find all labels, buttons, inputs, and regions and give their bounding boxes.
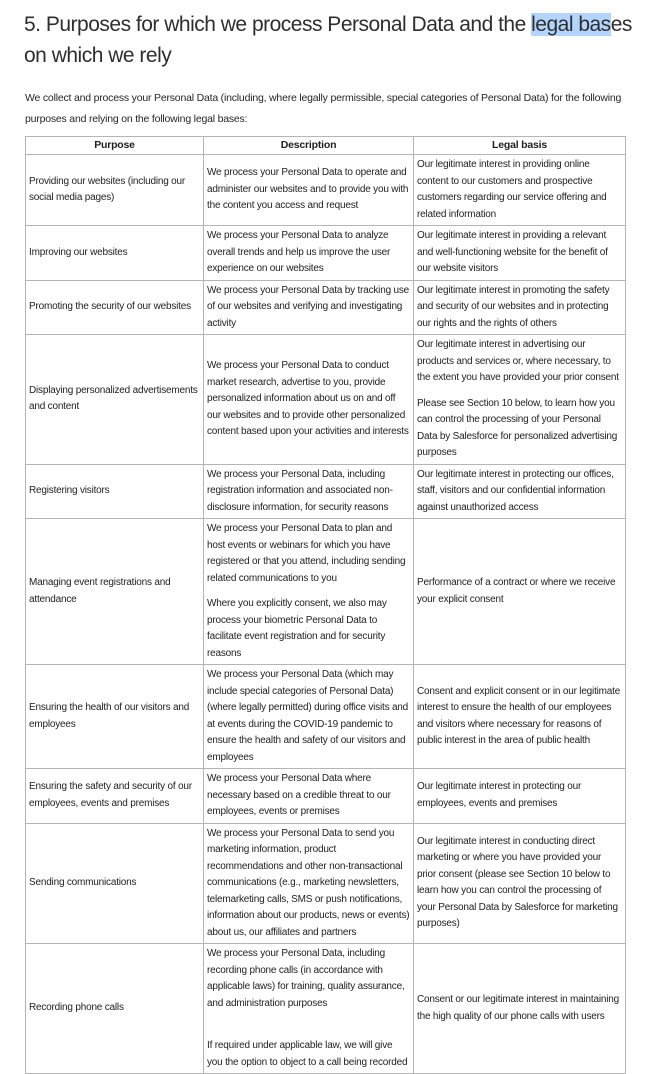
cell-purpose: Promoting the security of our websites xyxy=(26,280,204,335)
description-paragraph: We process your Personal Data (which may include special categories of Personal Data) (where legally permitted) during office visits and at events during the COVID-19 pandemic to ensure the health and safety of our visitors and employees xyxy=(207,669,409,763)
cell-legal-basis xyxy=(414,464,626,519)
description-paragraph: We process your Personal Data to operate and administer our websites and to provide you with the content you access and request xyxy=(207,167,409,212)
cell-purpose: Ensuring the health of our visitors and employees xyxy=(26,665,204,769)
heading-text-pre: 5. Purposes for which we process Personal Data and the xyxy=(24,13,532,36)
description-paragraph: We process your Personal Data to send you marketing information, product recommendations and other non-transactional communications (e.g., marketing newsletters, telemarketing calls, SMS or push notifications, information about our products, news or events) about us, our affiliates and partners xyxy=(207,827,410,938)
cell-purpose: Sending communications xyxy=(26,823,204,944)
table-row xyxy=(26,769,626,824)
legal-basis-paragraph: Our legitimate interest in providing online content to our customers and prospective customers regarding our service offering and related information xyxy=(417,159,607,220)
description-paragraph: We process your Personal Data, including registration information and associated non-disclosure information, for security reasons xyxy=(207,468,393,513)
legal-basis-paragraph: Our legitimate interest in protecting our offices, staff, visitors and our confidential information against unauthorized access xyxy=(417,468,614,513)
table-row xyxy=(26,519,626,665)
cell-description xyxy=(204,280,414,335)
description-paragraph: We process your Personal Data by tracking use of our websites and verifying and investigating activity xyxy=(207,284,410,329)
intro-paragraph: We collect and process your Personal Data (including, where legally permissible, special categories of Personal Data) for the following purposes and relying on the following legal bases: xyxy=(25,92,622,125)
purposes-legal-bases-table xyxy=(25,136,626,1074)
column-header-description: Description xyxy=(204,137,414,155)
description-paragraph: We process your Personal Data where necessary based on a credible threat to our employees, events or premises xyxy=(207,773,391,817)
cell-purpose: Improving our websites xyxy=(26,226,204,281)
cell-legal-basis xyxy=(414,665,626,769)
legal-basis-paragraph: Our legitimate interest in protecting our employees, events and premises xyxy=(417,781,582,809)
description-paragraph: We process your Personal Data to analyze overall trends and help us improve the user experience on our websites xyxy=(207,230,391,274)
cell-description xyxy=(204,769,414,824)
legal-basis-paragraph: Our legitimate interest in advertising our products and services or, where necessary, to the extent you have provided your prior consent xyxy=(417,339,619,383)
cell-description xyxy=(204,335,414,465)
cell-description xyxy=(204,665,414,769)
section-heading xyxy=(24,9,639,71)
cell-legal-basis xyxy=(414,944,626,1074)
cell-purpose: Providing our websites (including our social media pages) xyxy=(26,155,204,226)
cell-description xyxy=(204,464,414,519)
table-row xyxy=(26,280,626,335)
cell-purpose: Ensuring the safety and security of our employees, events and premises xyxy=(26,769,204,824)
description-paragraph: Where you explicitly consent, we also may process your biometric Personal Data to facilitate event registration and for security reasons xyxy=(207,598,387,659)
description-paragraph: If required under applicable law, we will give you the option to object to a call being recorded xyxy=(207,1040,408,1068)
legal-basis-paragraph: Performance of a contract or where we receive your explicit consent xyxy=(417,577,616,605)
privacy-policy-section xyxy=(0,9,650,1074)
cell-legal-basis xyxy=(414,155,626,226)
table-row xyxy=(26,335,626,465)
cell-legal-basis xyxy=(414,519,626,665)
cell-legal-basis xyxy=(414,226,626,281)
table-row xyxy=(26,155,626,226)
cell-purpose: Managing event registrations and attendance xyxy=(26,519,204,665)
cell-description xyxy=(204,823,414,944)
legal-basis-paragraph: Our legitimate interest in conducting direct marketing or where you have provided your prior consent (please see Section 10 below to learn how you can control the processing of your Personal Data by Salesforce for marketing purposes) xyxy=(417,835,618,930)
table-row xyxy=(26,665,626,769)
description-paragraph: We process your Personal Data to conduct market research, advertise to you, provide personalized information about us on and off our websites and to provide other personalized content based upon your activities and interests xyxy=(207,360,409,437)
legal-basis-paragraph: Consent or our legitimate interest in maintaining the high quality of our phone calls with users xyxy=(417,994,619,1022)
legal-basis-paragraph: Consent and explicit consent or in our legitimate interest to ensure the health of our employees and visitors where necessary for reasons of public interest in the area of public health xyxy=(417,685,621,746)
description-paragraph: We process your Personal Data, including recording phone calls (in accordance with applicable laws) for training, quality assurance, and administration purposes xyxy=(207,948,405,1009)
cell-purpose: Registering visitors xyxy=(26,464,204,519)
legal-basis-paragraph: Our legitimate interest in providing a relevant and well-functioning website for the benefit of our website visitors xyxy=(417,230,608,274)
cell-legal-basis xyxy=(414,335,626,465)
table-row xyxy=(26,944,626,1074)
cell-legal-basis xyxy=(414,769,626,824)
column-header-legal-basis: Legal basis xyxy=(414,137,626,155)
cell-description xyxy=(204,155,414,226)
cell-legal-basis xyxy=(414,280,626,335)
description-paragraph: We process your Personal Data to plan and host events or webinars for which you have registered or that you attend, including sending related communications to you xyxy=(207,523,406,584)
table-row xyxy=(26,823,626,944)
heading-text-post: es on which we rely xyxy=(24,13,632,67)
cell-legal-basis xyxy=(414,823,626,944)
table-row xyxy=(26,464,626,519)
cell-description xyxy=(204,226,414,281)
cell-purpose: Displaying personalized advertisements and content xyxy=(26,335,204,465)
cell-description xyxy=(204,519,414,665)
table-row xyxy=(26,226,626,281)
table-header-row xyxy=(26,137,626,155)
legal-basis-paragraph: Please see Section 10 below, to learn how you can control the processing of your Personal Data by Salesforce for personalized advertising purposes xyxy=(417,397,618,458)
legal-basis-paragraph: Our legitimate interest in promoting the safety and security of our websites and in protecting our rights and the rights of others xyxy=(417,284,610,329)
cell-description xyxy=(204,944,414,1074)
heading-selected-text: legal bas xyxy=(531,13,611,36)
column-header-purpose: Purpose xyxy=(26,137,204,155)
cell-purpose: Recording phone calls xyxy=(26,944,204,1074)
